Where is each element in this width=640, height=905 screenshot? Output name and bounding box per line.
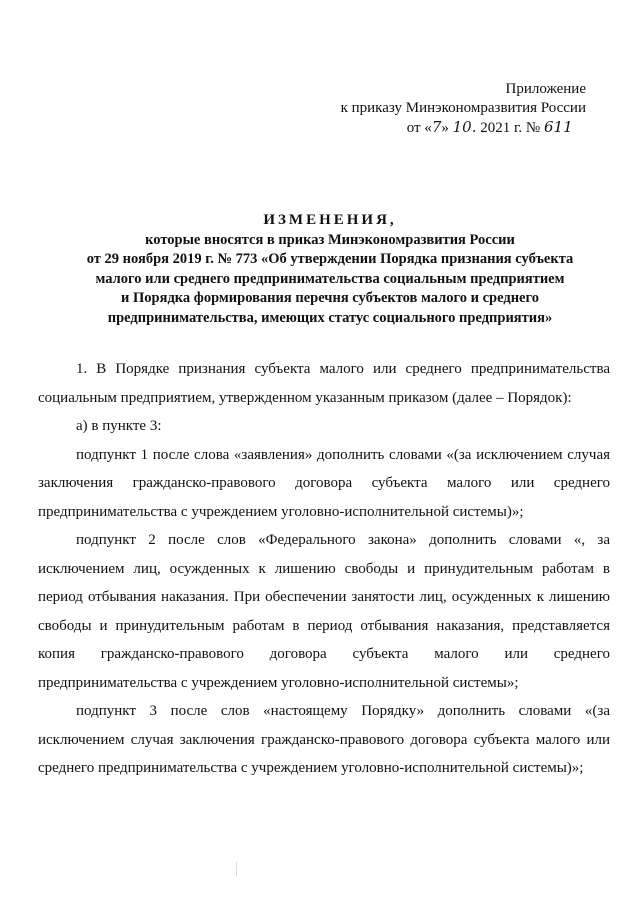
title-line-3: малого или среднего предпринимательства социальным предприятием [95,270,565,287]
title-line-1: которые вносятся в приказ Минэкономразвития России [145,231,515,248]
paragraph-2: а) в пункте 3: [76,418,162,434]
paragraph-5: подпункт 3 после слов «настоящему Порядку» дополнить словами «(за исключением случая заключения гражданско-правового договора субъекта малого или среднего предпринимательства с учреждением уголовно-исполнительной системы)»; [38,703,610,776]
appendix-order-ref: к приказу Минэкономразвития России [340,100,586,116]
paragraph-4: подпункт 2 после слов «Федерального закона» дополнить словами «, за исключением лиц, осужденных к лишению свободы и принудительным работам в период отбывания наказания. При обеспечении занятости лиц, осужденных к лишению свободы и принудительным работам в период отбывания наказания, представляется копия гражданско-правового договора субъекта малого или среднего предпринимательства с учреждением уголовно-исполнительной системы»; [38,532,610,691]
handwritten-day: 7 [431,118,442,136]
title-line-2: от 29 ноября 2019 г. № 773 «Об утверждении Порядка признания субъекта [86,251,574,267]
title-heading: ИЗМЕНЕНИЯ, [263,212,397,228]
appendix-header [341,80,586,138]
date-prefix: от « [406,120,432,136]
document-body [38,355,610,783]
scan-artifact-line [236,862,237,876]
document-title [60,211,600,328]
appendix-label: Приложение [505,81,586,97]
title-line-5: предпринимательства, имеющих статус социального предприятия» [107,309,553,326]
handwritten-month: 10. [452,118,477,136]
date-year: 2021 г. № [476,120,541,136]
title-line-4: и Порядка формирования перечня субъектов малого и среднего [121,290,539,306]
handwritten-order-number: 611 [544,118,573,136]
paragraph-1: 1. В Порядке признания субъекта малого или среднего предпринимательства социальным предприятием, утвержденном указанным приказом (далее – Порядок): [38,361,610,406]
date-mid: » [441,120,453,136]
appendix-date-line [341,118,586,138]
paragraph-3: подпункт 1 после слова «заявления» дополнить словами «(за исключением случая заключения гражданско-правового договора субъекта малого или среднего предпринимательства с учреждением уголовно-исполнительной системы)»; [38,446,610,520]
